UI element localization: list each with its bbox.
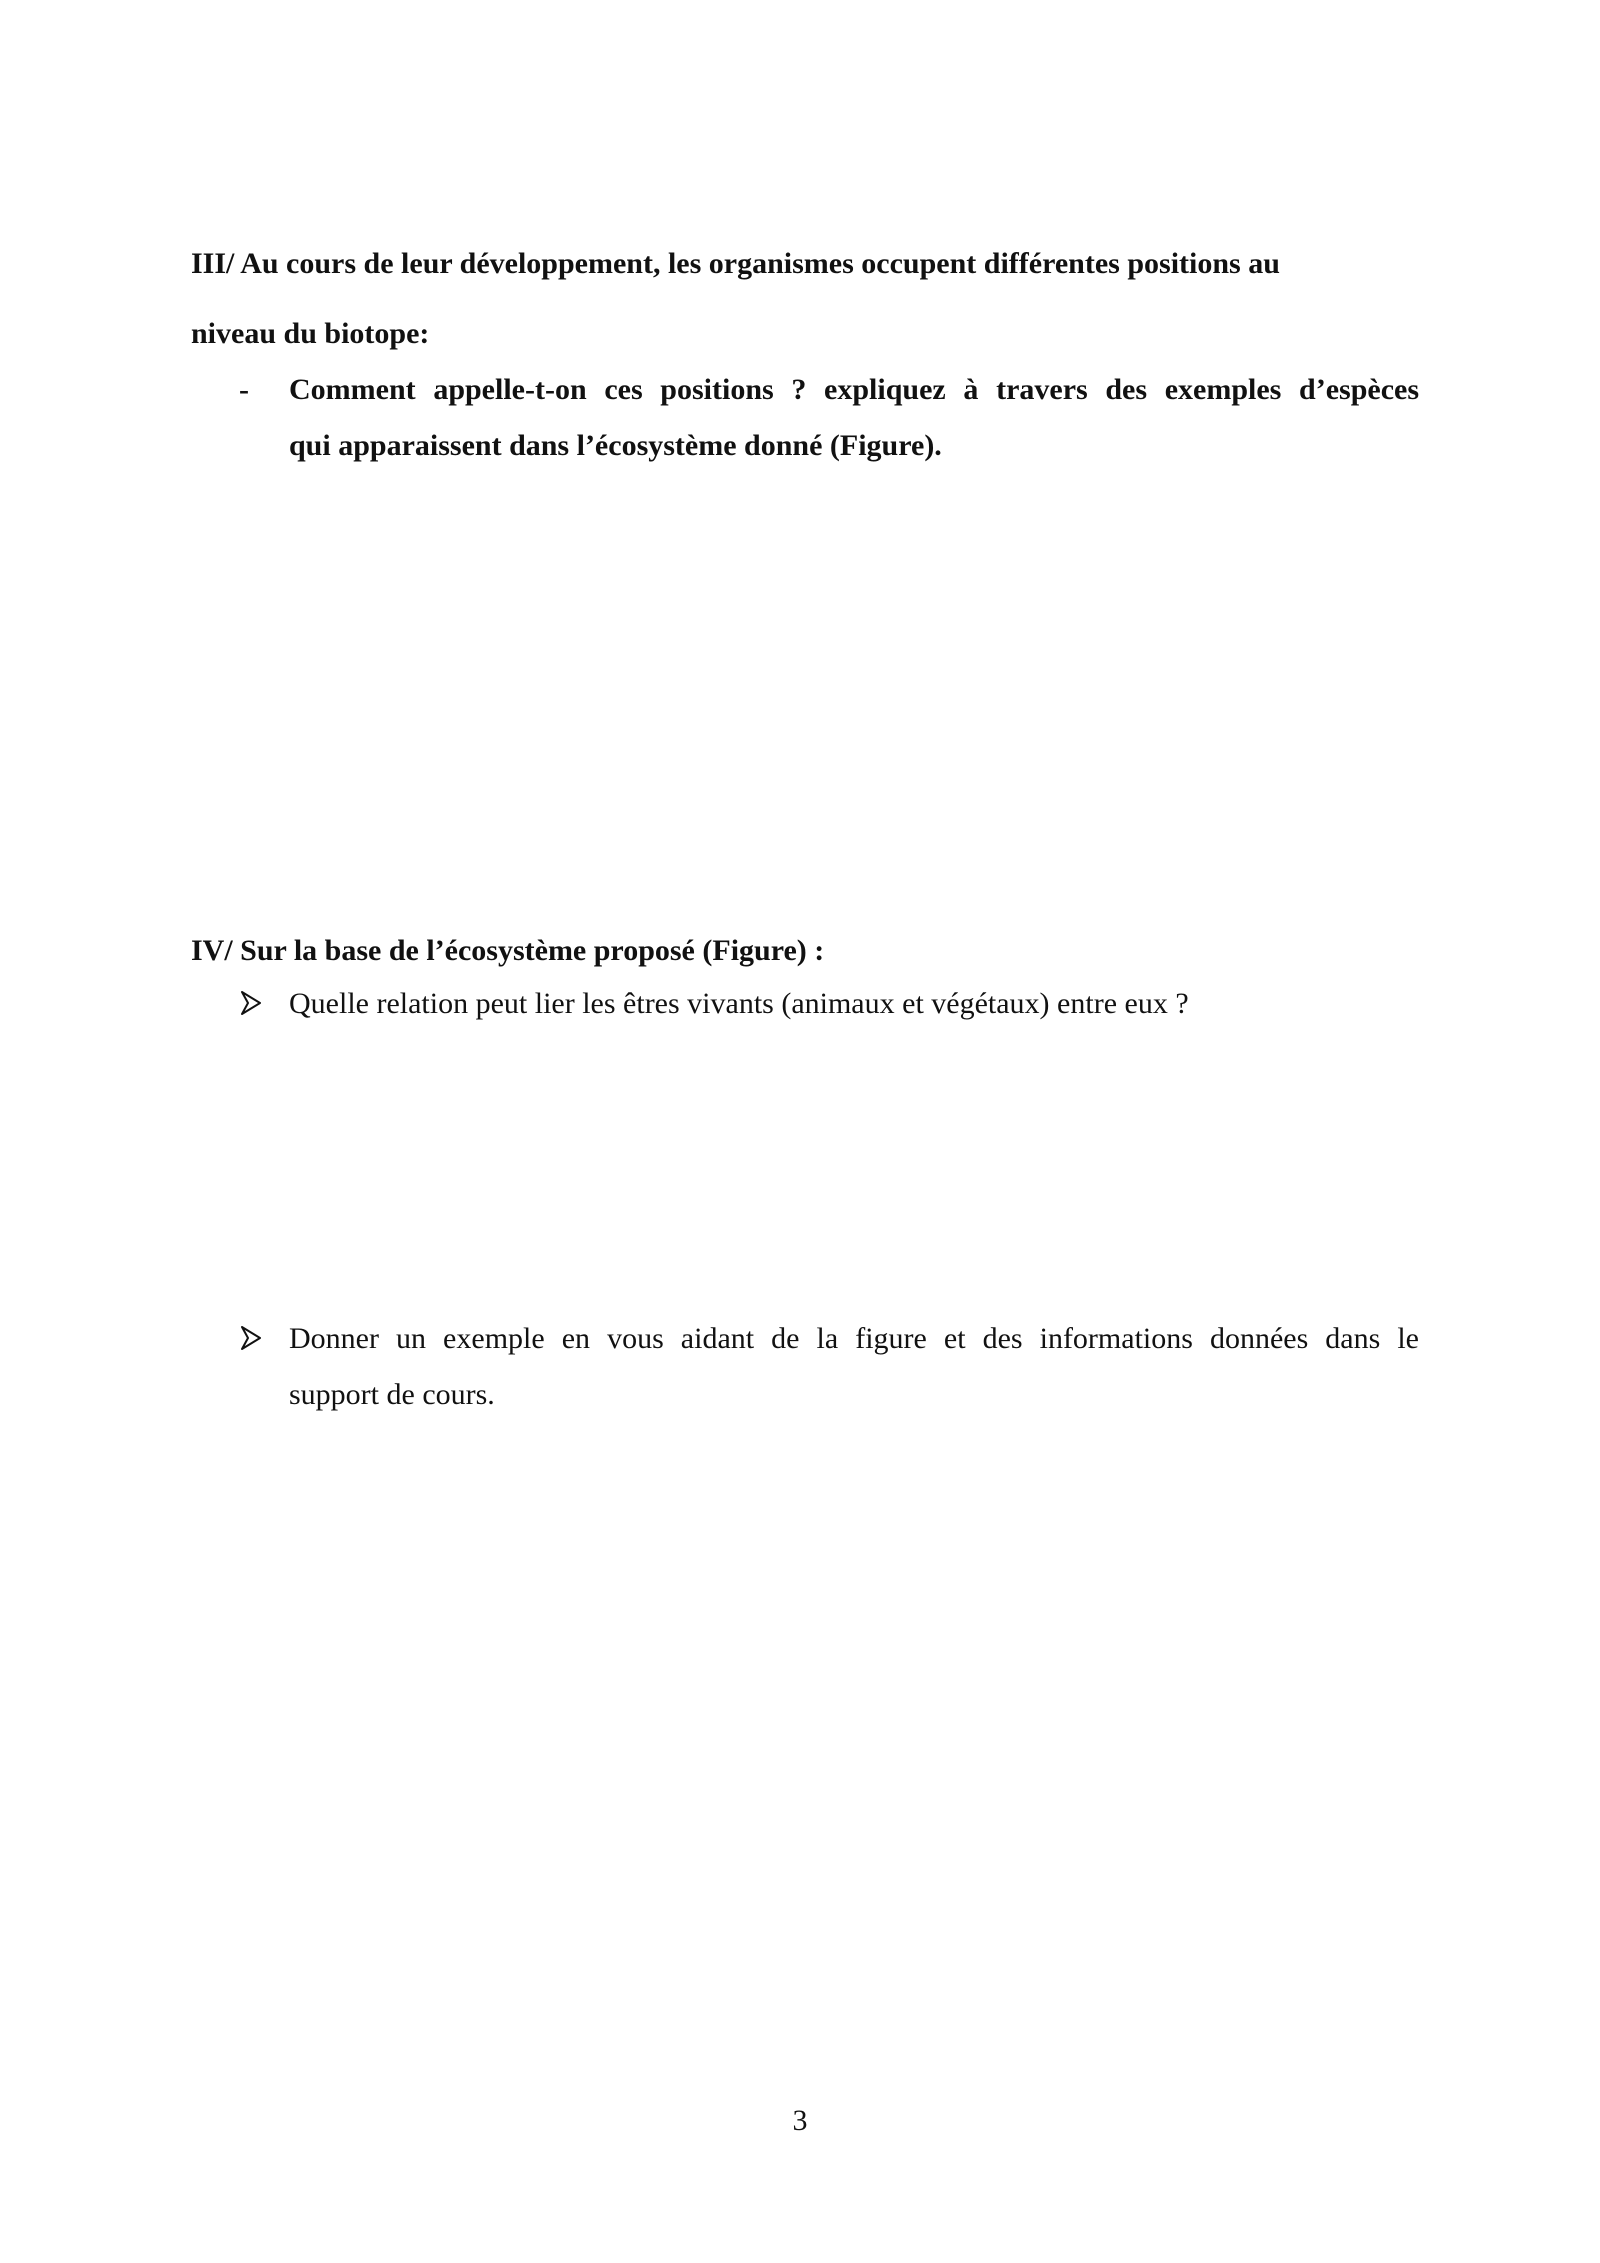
page-number: 3 bbox=[792, 2104, 808, 2137]
section-4-question-1: Quelle relation peut lier les êtres vivants (animaux et végétaux) entre eux ? bbox=[289, 987, 1189, 1020]
section-4-heading: IV/ Sur la base de l’écosystème proposé (Figure) : bbox=[191, 934, 825, 967]
section-4-question-2-line-2: support de cours. bbox=[289, 1378, 495, 1411]
arrow-bullet-icon bbox=[240, 990, 262, 1016]
section-3-heading-line-2: niveau du biotope: bbox=[191, 317, 430, 350]
dash-bullet: - bbox=[239, 373, 249, 406]
section-4-question-2-line-1: Donner un exemple en vous aidant de la figure et des informations données dans le bbox=[289, 1322, 1419, 1355]
section-3-question-line-1: Comment appelle-t-on ces positions ? expliquez à travers des exemples d’espèces bbox=[289, 373, 1419, 406]
arrow-bullet-icon bbox=[240, 1325, 262, 1351]
section-3-question-line-2: qui apparaissent dans l’écosystème donné (Figure). bbox=[289, 429, 942, 462]
section-3-heading-line-1: III/ Au cours de leur développement, les organismes occupent différentes positions au bbox=[191, 247, 1280, 280]
